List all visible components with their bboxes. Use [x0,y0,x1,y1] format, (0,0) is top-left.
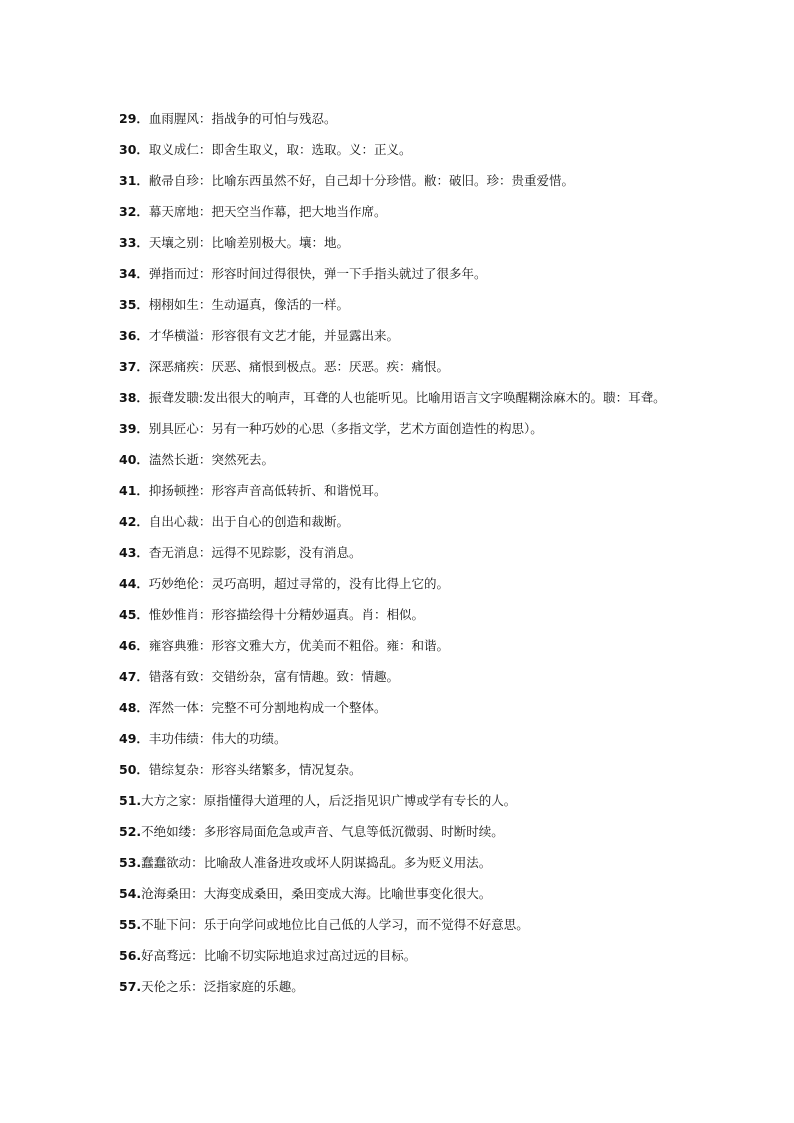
idiom-definition: 伟大的功绩。 [211,731,287,746]
separator: ： [198,731,212,746]
idiom-definition: 突然死去。 [211,452,274,467]
separator: ： [191,855,204,870]
separator: ： [198,483,212,498]
separator: ： [191,824,204,839]
separator: ： [198,452,212,467]
entry-number: 47． [119,669,149,684]
idiom-term: 错综复杂 [148,762,199,777]
entry-number: 29． [119,111,149,126]
entry-number: 49． [119,731,149,746]
idiom-entry [119,289,679,320]
entry-number: 37． [119,359,149,374]
idiom-entry [119,878,679,909]
idiom-definition: 比喻差别极大。壤：地。 [211,235,349,250]
idiom-definition: 乐于向学问或地位比自己低的人学习，而不觉得不好意思。 [203,917,529,932]
idiom-entry [119,134,679,165]
idiom-term: 血雨腥风 [148,111,199,126]
idiom-entry [119,537,679,568]
entry-number: 31． [119,173,149,188]
idiom-term: 惟妙惟肖 [148,607,199,622]
idiom-term: 溘然长逝 [148,452,199,467]
idiom-definition: 即舍生取义，取：选取。义：正义。 [211,142,412,157]
idiom-term: 自出心裁 [148,514,199,529]
separator: ： [198,235,212,250]
idiom-term: 振聋发聩 [148,390,199,405]
entry-number: 35． [119,297,149,312]
idiom-term: 不耻下问 [141,917,192,932]
separator: ： [198,514,212,529]
idiom-entry [119,785,679,816]
entry-number: 40． [119,452,149,467]
idiom-definition: 另有一种巧妙的心思（多指文学，艺术方面创造性的构思）。 [211,421,543,436]
entry-number: 51. [119,793,142,808]
idiom-term: 幕天席地 [148,204,199,219]
idiom-list [119,103,679,1002]
entry-number: 52. [119,824,142,839]
idiom-definition: 交错纷杂，富有情趣。致：情趣。 [211,669,399,684]
idiom-definition: 形容很有文艺才能，并显露出来。 [211,328,399,343]
separator: ： [198,297,212,312]
idiom-term: 巧妙绝伦 [148,576,199,591]
separator: ： [198,762,212,777]
idiom-entry [119,413,679,444]
idiom-entry [119,165,679,196]
idiom-term: 沧海桑田 [141,886,192,901]
entry-number: 36． [119,328,149,343]
separator: ： [198,421,212,436]
separator: ： [191,917,204,932]
idiom-definition: 比喻敌人准备进攻或坏人阴谋捣乱。多为贬义用法。 [203,855,492,870]
idiom-entry [119,940,679,971]
idiom-definition: 形容文雅大方，优美而不粗俗。雍：和谐。 [211,638,449,653]
idiom-definition: 大海变成桑田，桑田变成大海。比喻世事变化很大。 [203,886,492,901]
idiom-term: 错落有致 [148,669,199,684]
idiom-entry [119,630,679,661]
idiom-term: 才华横溢 [148,328,199,343]
idiom-definition: 远得不见踪影，没有消息。 [211,545,362,560]
entry-number: 33． [119,235,149,250]
idiom-term: 深恶痛疾 [148,359,199,374]
idiom-term: 天壤之别 [148,235,199,250]
idiom-term: 雍容典雅 [148,638,199,653]
idiom-entry [119,382,679,413]
idiom-entry [119,971,679,1002]
idiom-definition: 多形容局面危急或声音、气息等低沉微弱、时断时续。 [203,824,504,839]
separator: : [198,390,204,405]
idiom-entry [119,754,679,785]
idiom-term: 取义成仁 [148,142,199,157]
separator: ： [198,111,212,126]
idiom-definition: 形容时间过得很快，弹一下手指头就过了很多年。 [211,266,487,281]
idiom-entry [119,103,679,134]
idiom-entry [119,227,679,258]
entry-number: 38． [119,390,149,405]
idiom-entry [119,568,679,599]
idiom-definition: 把天空当作幕，把大地当作席。 [211,204,387,219]
separator: ： [191,948,204,963]
separator: ： [198,700,212,715]
entry-number: 41． [119,483,149,498]
entry-number: 43． [119,545,149,560]
entry-number: 50． [119,762,149,777]
idiom-entry [119,475,679,506]
entry-number: 34． [119,266,149,281]
entry-number: 30． [119,142,149,157]
idiom-term: 蠢蠢欲动 [141,855,192,870]
separator: ： [198,669,212,684]
idiom-term: 抑扬顿挫 [148,483,199,498]
separator: ： [198,576,212,591]
idiom-term: 别具匠心 [148,421,199,436]
entry-number: 55. [119,917,142,932]
entry-number: 32． [119,204,149,219]
entry-number: 54. [119,886,142,901]
entry-number: 57. [119,979,142,994]
idiom-entry [119,599,679,630]
idiom-term: 浑然一体 [148,700,199,715]
separator: ： [191,793,204,808]
idiom-definition: 形容描绘得十分精妙逼真。肖：相似。 [211,607,424,622]
entry-number: 46． [119,638,149,653]
idiom-definition: 生动逼真，像活的一样。 [211,297,349,312]
idiom-definition: 泛指家庭的乐趣。 [203,979,304,994]
entry-number: 45． [119,607,149,622]
idiom-term: 弹指而过 [148,266,199,281]
idiom-entry [119,909,679,940]
idiom-term: 天伦之乐 [141,979,192,994]
idiom-definition: 比喻东西虽然不好，自己却十分珍惜。敝：破旧。珍：贵重爱惜。 [211,173,574,188]
separator: ： [198,173,212,188]
entry-number: 42． [119,514,149,529]
idiom-entry [119,320,679,351]
separator: ： [198,204,212,219]
idiom-entry [119,723,679,754]
idiom-entry [119,692,679,723]
idiom-entry [119,351,679,382]
idiom-term: 好高骛远 [141,948,192,963]
idiom-term: 不绝如缕 [141,824,192,839]
idiom-entry [119,258,679,289]
idiom-definition: 比喻不切实际地追求过高过远的目标。 [203,948,417,963]
separator: ： [191,979,204,994]
idiom-definition: 灵巧高明，超过寻常的，没有比得上它的。 [211,576,449,591]
idiom-definition: 指战争的可怕与残忍。 [211,111,337,126]
idiom-definition: 出于自心的创造和裁断。 [211,514,349,529]
idiom-term: 敝帚自珍 [148,173,199,188]
idiom-entry [119,661,679,692]
separator: ： [198,545,212,560]
idiom-term: 丰功伟绩 [148,731,199,746]
separator: ： [198,607,212,622]
idiom-term: 栩栩如生 [148,297,199,312]
idiom-term: 杳无消息 [148,545,199,560]
entry-number: 56. [119,948,142,963]
separator: ： [198,328,212,343]
idiom-definition: 厌恶、痛恨到极点。恶：厌恶。疾：痛恨。 [211,359,449,374]
idiom-definition: 形容头绪繁多，情况复杂。 [211,762,362,777]
entry-number: 48． [119,700,149,715]
separator: ： [191,886,204,901]
idiom-entry [119,816,679,847]
idiom-entry [119,847,679,878]
idiom-definition: 发出很大的响声，耳聋的人也能听见。比喻用语言文字唤醒糊涂麻木的。聩：耳聋。 [203,390,666,405]
idiom-entry [119,444,679,475]
entry-number: 39． [119,421,149,436]
idiom-definition: 形容声音高低转折、和谐悦耳。 [211,483,387,498]
separator: ： [198,638,212,653]
entry-number: 53. [119,855,142,870]
separator: ： [198,359,212,374]
separator: ： [198,266,212,281]
entry-number: 44． [119,576,149,591]
idiom-definition: 原指懂得大道理的人，后泛指见识广博或学有专长的人。 [203,793,517,808]
idiom-entry [119,196,679,227]
separator: ： [198,142,212,157]
idiom-definition: 完整不可分割地构成一个整体。 [211,700,387,715]
idiom-entry [119,506,679,537]
idiom-term: 大方之家 [141,793,192,808]
